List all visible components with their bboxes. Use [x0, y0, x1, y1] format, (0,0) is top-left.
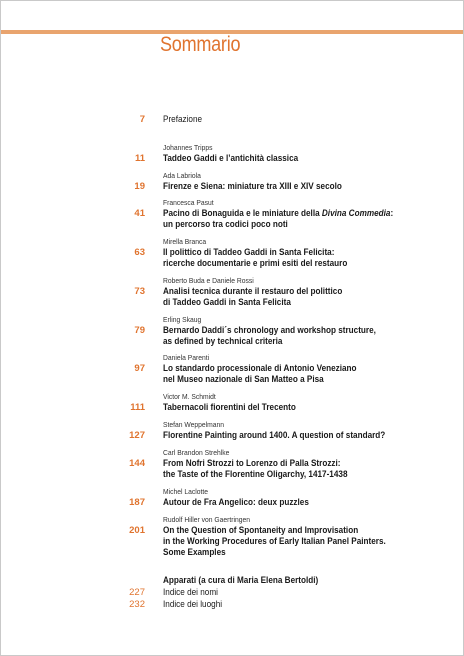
entry-title: From Nofri Strozzi to Lorenzo di Palla Strozzi: — [163, 458, 341, 469]
page-title: Sommario — [160, 33, 241, 56]
entry-title: Lo standardo processionale di Antonio Veneziano — [163, 363, 357, 374]
page-number: 227 — [129, 587, 145, 598]
entry-author: Michel Laclotte — [163, 487, 209, 496]
entry-title: Prefazione — [163, 114, 203, 125]
page-number: 7 — [139, 114, 145, 125]
entry-title: Pacino di Bonaguida e le miniature della Divina Commedia: — [163, 208, 394, 219]
page-number: 144 — [129, 458, 145, 469]
entry-author: Ada Labriola — [163, 171, 201, 180]
page-number: 41 — [134, 208, 145, 219]
page-number: 19 — [134, 181, 145, 192]
entry-author: Stefan Weppelmann — [163, 420, 225, 429]
entry-title: di Taddeo Gaddi in Santa Felicita — [163, 297, 291, 308]
entry-title: Indice dei luoghi — [163, 599, 223, 610]
entry-author: Rudolf Hiller von Gaertringen — [163, 515, 251, 524]
apparati-heading: Apparati (a cura di Maria Elena Bertoldi) — [163, 575, 319, 586]
entry-title: Taddeo Gaddi e l’antichità classica — [163, 153, 299, 164]
entry-title: Tabernacoli fiorentini del Trecento — [163, 402, 296, 413]
entry-author: Victor M. Schmidt — [163, 392, 216, 401]
entry-title: nel Museo nazionale di San Matteo a Pisa — [163, 374, 324, 385]
entry-author: Erling Skaug — [163, 315, 202, 324]
entry-title: as defined by technical criteria — [163, 336, 283, 347]
entry-title: ricerche documentarie e primi esiti del restauro — [163, 258, 348, 269]
entry-title: Some Examples — [163, 547, 226, 558]
entry-title: Indice dei nomi — [163, 587, 218, 598]
page-number: 127 — [129, 430, 145, 441]
entry-author: Roberto Buda e Daniele Rossi — [163, 276, 254, 285]
entry-author: Mirella Branca — [163, 237, 207, 246]
entry-title: Autour de Fra Angelico: deux puzzles — [163, 497, 309, 508]
entry-author: Francesca Pasut — [163, 198, 214, 207]
page-number: 232 — [129, 599, 145, 610]
entry-title: Il polittico di Taddeo Gaddi in Santa Felicita: — [163, 247, 335, 258]
page-number: 187 — [129, 497, 145, 508]
entry-author: Carl Brandon Strehlke — [163, 448, 230, 457]
page-number: 73 — [134, 286, 145, 297]
entry-title: Firenze e Siena: miniature tra XIII e XIV secolo — [163, 181, 342, 192]
page-number: 97 — [134, 363, 145, 374]
page-number: 111 — [130, 402, 145, 413]
entry-title: in the Working Procedures of Early Italian Panel Painters. — [163, 536, 386, 547]
entry-title: un percorso tra codici poco noti — [163, 219, 288, 230]
page-number: 201 — [129, 525, 145, 536]
page-number: 63 — [134, 247, 145, 258]
page-number: 79 — [134, 325, 145, 336]
entry-title: the Taste of the Florentine Oligarchy, 1417-1438 — [163, 469, 348, 480]
entry-author: Johannes Tripps — [163, 143, 213, 152]
entry-title: Bernardo Daddi´s chronology and workshop structure, — [163, 325, 376, 336]
entry-title: Florentine Painting around 1400. A question of standard? — [163, 430, 386, 441]
entry-author: Daniela Parenti — [163, 353, 210, 362]
entry-title: On the Question of Spontaneity and Improvisation — [163, 525, 359, 536]
page-number: 11 — [134, 153, 145, 164]
entry-title: Analisi tecnica durante il restauro del polittico — [163, 286, 343, 297]
